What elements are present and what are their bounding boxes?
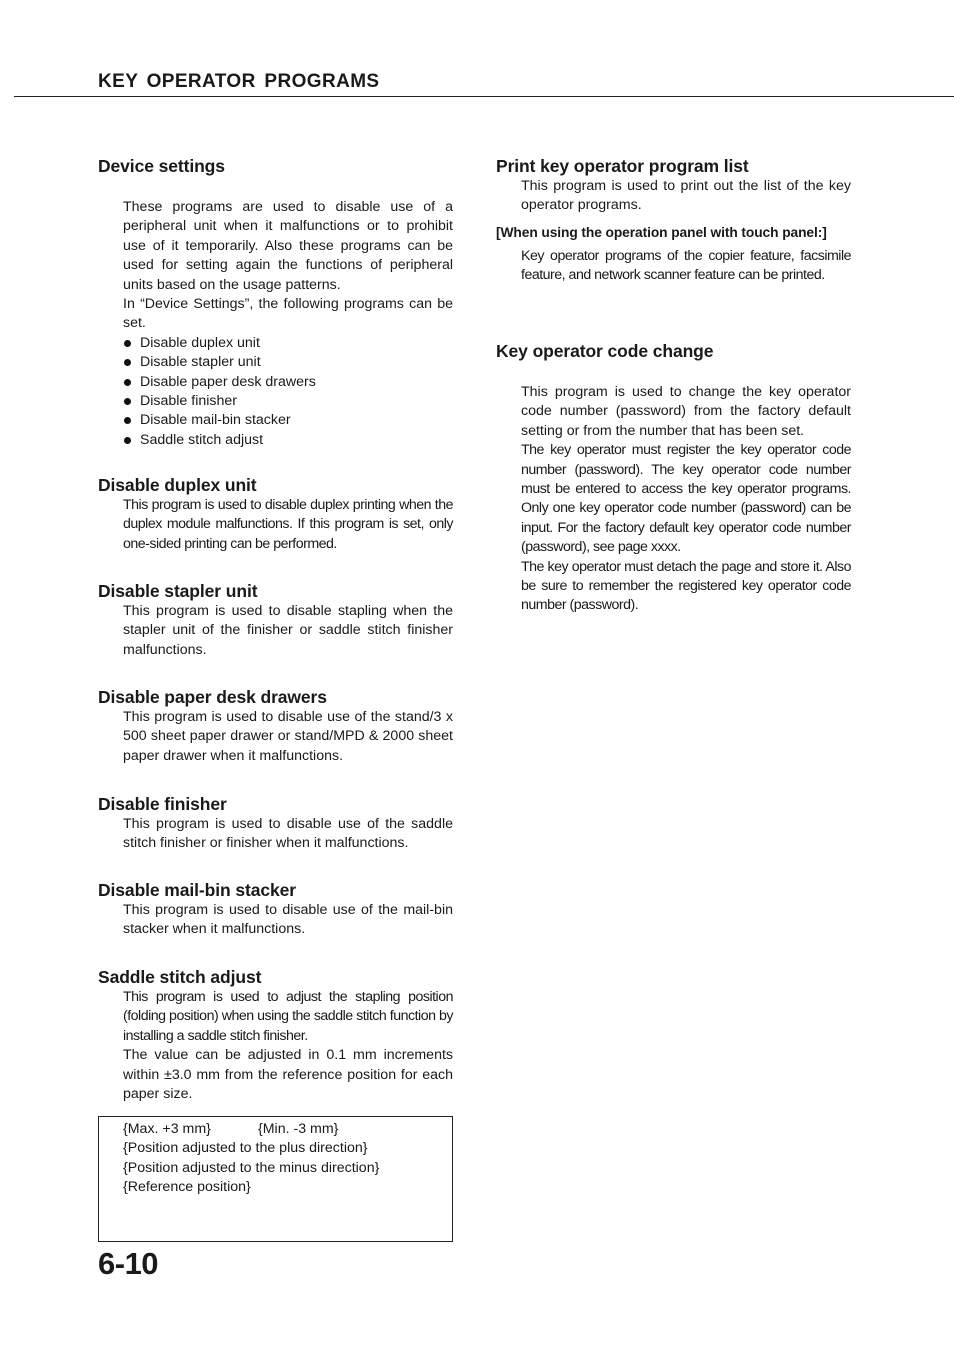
section-heading: Saddle stitch adjust	[98, 967, 262, 987]
section-disable-stapler	[98, 580, 453, 660]
section-heading: Disable mail-bin stacker	[98, 880, 296, 900]
section-heading: Print key operator program list	[496, 156, 749, 176]
list-item: Disable stapler unit	[123, 353, 453, 372]
section-saddle-stitch-adjust	[98, 966, 453, 1104]
body-text: The key operator must detach the page and store it. Also be sure to remember the registered key operator code number (password).	[521, 558, 851, 614]
list-item: Saddle stitch adjust	[123, 431, 453, 450]
list-item: Disable mail-bin stacker	[123, 411, 453, 430]
body-text: This program is used to change the key operator code number (password) from the factory default setting or from the number that has been set.	[521, 384, 851, 439]
min-label: {Min. -3 mm}	[258, 1121, 339, 1137]
section-heading: Disable finisher	[98, 794, 227, 814]
minus-direction-label: {Position adjusted to the minus direction}	[123, 1160, 380, 1176]
section-disable-duplex	[98, 474, 453, 554]
section-disable-finisher	[98, 793, 453, 854]
body-text: This program is used to adjust the stapling position (folding position) when using the saddle stitch function by installing a saddle stitch finisher.	[123, 989, 453, 1044]
adjustment-illustration-box	[98, 1116, 453, 1242]
section-disable-drawers	[98, 686, 453, 766]
list-item: Disable finisher	[123, 392, 453, 411]
max-label: {Max. +3 mm}	[123, 1121, 211, 1137]
body-text: This program is used to disable stapling when the stapler unit of the finisher or saddle stitch finisher malfunctions.	[123, 603, 453, 658]
page-number: 6-10	[98, 1246, 159, 1281]
section-heading: Key operator code change	[496, 341, 714, 361]
header-rule	[14, 96, 954, 97]
body-text: This program is used to disable use of the stand/3 x 500 sheet paper drawer or stand/MPD & 2000 sheet paper drawer when it malfunctions.	[123, 709, 453, 764]
section-print-list	[496, 155, 851, 286]
list-item: Disable duplex unit	[123, 334, 453, 353]
body-text: This program is used to disable use of the mail-bin stacker when it malfunctions.	[123, 902, 453, 938]
page-header-title: KEY OPERATOR PROGRAMS	[98, 71, 380, 92]
plus-direction-label: {Position adjusted to the plus direction}	[123, 1140, 368, 1156]
section-heading: Disable paper desk drawers	[98, 687, 327, 707]
body-text: In “Device Settings”, the following programs can be set.	[123, 296, 453, 332]
section-device-settings	[98, 155, 453, 450]
subsection-heading: [When using the operation panel with touch panel:]	[496, 224, 827, 240]
program-list	[123, 334, 453, 450]
section-code-change	[496, 340, 851, 616]
body-text: The key operator must register the key operator code number (password). The key operator code number must be entered to access the key operator programs. Only one key operator code number (password) can be input. For the factory default key operator code number (password), see page xxxx.	[521, 442, 851, 556]
section-heading: Disable stapler unit	[98, 581, 258, 601]
section-heading: Device settings	[98, 156, 225, 176]
section-heading: Disable duplex unit	[98, 475, 257, 495]
body-text: These programs are used to disable use of a peripheral unit when it malfunctions or to prohibit use of it temporarily. Also these programs can be used for setting again the functions of peripheral units based on the usage patterns.	[123, 199, 453, 293]
body-text: Key operator programs of the copier feature, facsimile feature, and network scanner feature can be printed.	[521, 247, 851, 284]
body-text: This program is used to print out the list of the key operator programs.	[521, 178, 851, 214]
body-text: This program is used to disable duplex printing when the duplex module malfunctions. If this program is set, only one-sided printing can be performed.	[123, 497, 453, 552]
reference-position-label: {Reference position}	[123, 1179, 251, 1195]
body-text: This program is used to disable use of the saddle stitch finisher or finisher when it malfunctions.	[123, 816, 453, 852]
section-disable-mailbin	[98, 879, 453, 940]
body-text: The value can be adjusted in 0.1 mm increments within ±3.0 mm from the reference position for each paper size.	[123, 1047, 453, 1103]
list-item: Disable paper desk drawers	[123, 373, 453, 392]
